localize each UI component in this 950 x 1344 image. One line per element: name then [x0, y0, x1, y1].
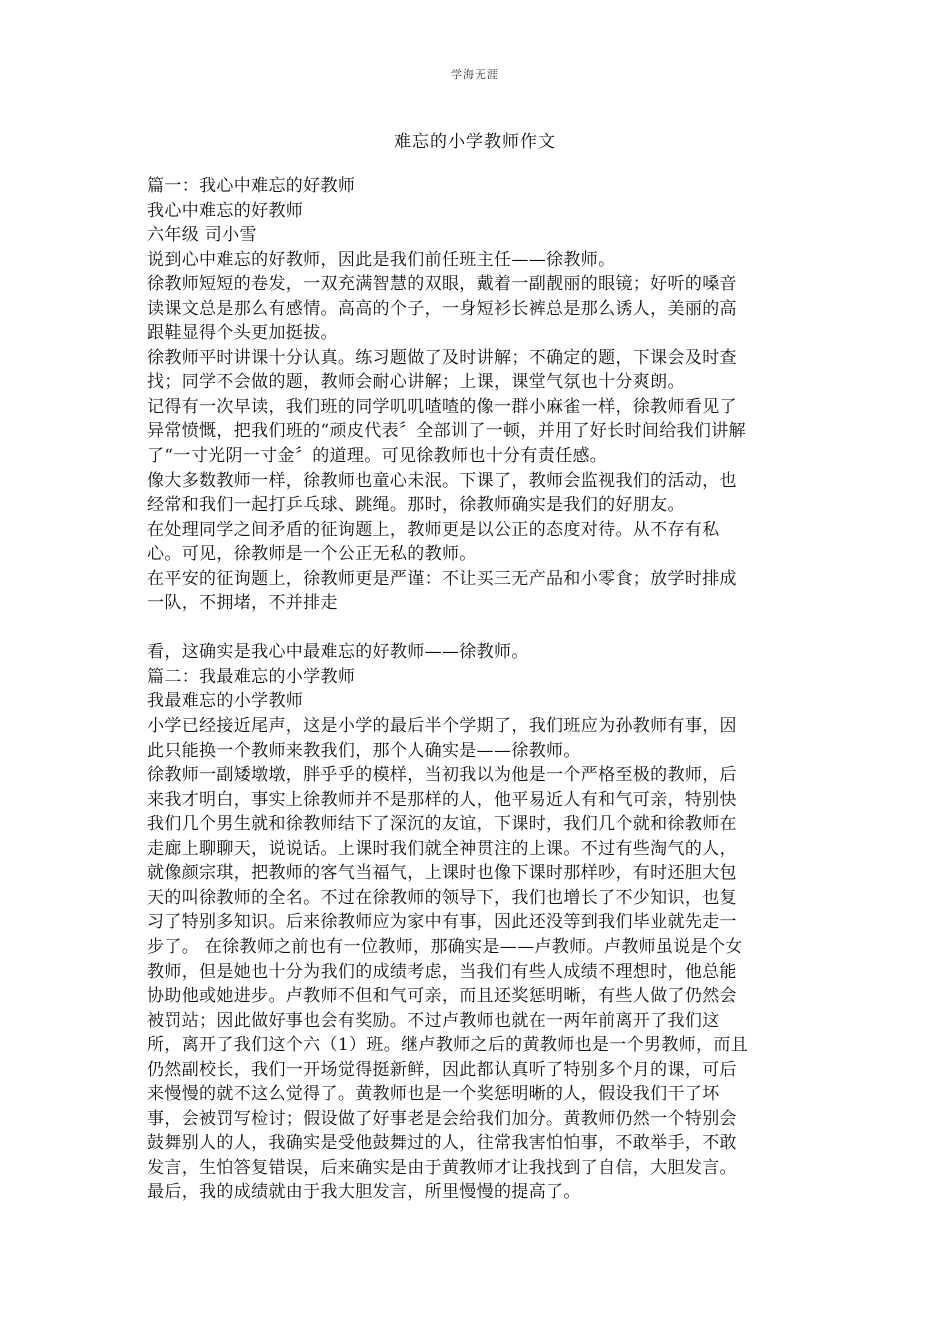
text-line: 我们几个男生就和徐教师结下了深沉的友谊，下课时，我们几个就和徐教师在: [147, 814, 737, 835]
text-line: 事，会被罚写检讨；假设做了好事老是会给我们加分。黄教师仍然一个特别会: [147, 1108, 737, 1129]
text-line: 步了。 在徐教师之前也有一位教师，那确实是——卢教师。卢教师虽说是个女: [147, 936, 743, 957]
text-line: 篇一：我心中难忘的好教师: [147, 176, 356, 196]
document-body: [147, 174, 807, 1205]
text-line: 发言，生怕答复错误，后来确实是由于黄教师才让我找到了自信，大胆发言。: [147, 1157, 737, 1178]
text-line: 来慢慢的就不这么觉得了。黄教师也是一个奖惩明晰的人，假设我们干了坏: [147, 1084, 720, 1105]
text-line: 习了特别多知识。后来徐教师应为家中有事，因此还没等到我们毕业就先走一: [147, 912, 737, 933]
text-line: 心。可见，徐教师是一个公正无私的教师。: [147, 544, 477, 565]
text-line: 小学已经接近尾声，这是小学的最后半个学期了，我们班应为孙教师有事，因: [147, 716, 737, 737]
text-line: 跟鞋显得个头更加挺拔。: [147, 323, 338, 344]
text-line: 我心中难忘的好教师: [147, 200, 304, 221]
text-line: 走廊上聊聊天，说说话。上课时我们就全神贯注的上课。不过有些淘气的人，: [147, 838, 737, 859]
text-line: 被罚站；因此做好事也会有奖励。不过卢教师也就在一两年前离开了我们这: [147, 1010, 720, 1031]
text-line: 所，离开了我们这个六（1）班。继卢教师之后的黄教师也是一个男教师，而且: [147, 1035, 749, 1056]
text-line: 最后，我的成绩就由于我大胆发言，所里慢慢的提高了。: [147, 1182, 581, 1203]
text-line: 来我才明白，事实上徐教师并不是那样的人，他平易近人有和气可亲，特别快: [147, 789, 737, 810]
text-line: 徐教师短短的卷发，一双充满智慧的双眼，戴着一副靓丽的眼镜；好听的嗓音: [147, 274, 737, 295]
text-line: 在处理同学之间矛盾的征询题上，教师更是以公正的态度对待。从不存有私: [147, 519, 720, 540]
text-line: 徐教师一副矮墩墩，胖乎乎的模样，当初我以为他是一个严格至极的教师，后: [147, 765, 737, 786]
text-line: 鼓舞别人的人，我确实是受他鼓舞过的人，往常我害怕怕事，不敢举手，不敢: [147, 1133, 737, 1154]
text-line: 像大多数教师一样，徐教师也童心未泯。下课了，教师会监视我们的活动，也: [147, 470, 737, 491]
text-line: 仍然副校长，我们一开场觉得挺新鲜，因此都认真听了特别多个月的课，可后: [147, 1059, 737, 1080]
text-line: 看，这确实是我心中最难忘的好教师——徐教师。: [147, 642, 529, 663]
text-line: 我最难忘的小学教师: [147, 691, 304, 712]
text-line: 说到心中难忘的好教师，因此是我们前任班主任——徐教师。: [147, 249, 616, 270]
text-line: 篇二：我最难忘的小学教师: [147, 666, 356, 687]
text-line: 天的叫徐教师的全名。不过在徐教师的领导下，我们也增长了不少知识，也复: [147, 887, 737, 908]
text-line: 此只能换一个教师来教我们，那个人确实是——徐教师。: [147, 740, 581, 761]
page-header: 学海无涯: [451, 68, 499, 81]
text-line: 就像颜宗琪，把教师的客气当福气，上课时也像下课时那样吵，有时还胆大包: [147, 863, 737, 884]
text-line: 一队，不拥堵，不并排走: [147, 593, 338, 614]
text-line: 了“一寸光阴一寸金〞的道理。可见徐教师也十分有责任感。: [147, 446, 608, 467]
text-line: 教师，但是她也十分为我们的成绩考虑，当我们有些人成绩不理想时，他总能: [147, 961, 737, 982]
blank-line: [147, 616, 807, 641]
text-line: 协助他或她进步。卢教师不但和气可亲，而且还奖惩明晰，有些人做了仍然会: [147, 986, 737, 1007]
text-line: 异常愤慨，把我们班的“顽皮代表〞全部训了一顿，并用了好长时间给我们讲解: [147, 421, 746, 442]
text-line: 在平安的征询题上，徐教师更是严谨：不让买三无产品和小零食；放学时排成: [147, 568, 737, 589]
text-line: 徐教师平时讲课十分认真。练习题做了及时讲解；不确定的题，下课会及时查: [147, 347, 737, 368]
text-line: 找；同学不会做的题，教师会耐心讲解；上课，课堂气氛也十分爽朗。: [147, 372, 685, 393]
text-line: 读课文总是那么有感情。高高的个子，一身短衫长裤总是那么诱人，美丽的高: [147, 298, 737, 319]
text-line: 六年级 司小雪: [147, 225, 257, 246]
text-line: 记得有一次早读，我们班的同学叽叽喳喳的像一群小麻雀一样，徐教师看见了: [147, 396, 737, 417]
document-title: 难忘的小学教师作文: [394, 132, 556, 152]
text-line: 经常和我们一起打乒乓球、跳绳。那时，徐教师确实是我们的好朋友。: [147, 495, 685, 516]
